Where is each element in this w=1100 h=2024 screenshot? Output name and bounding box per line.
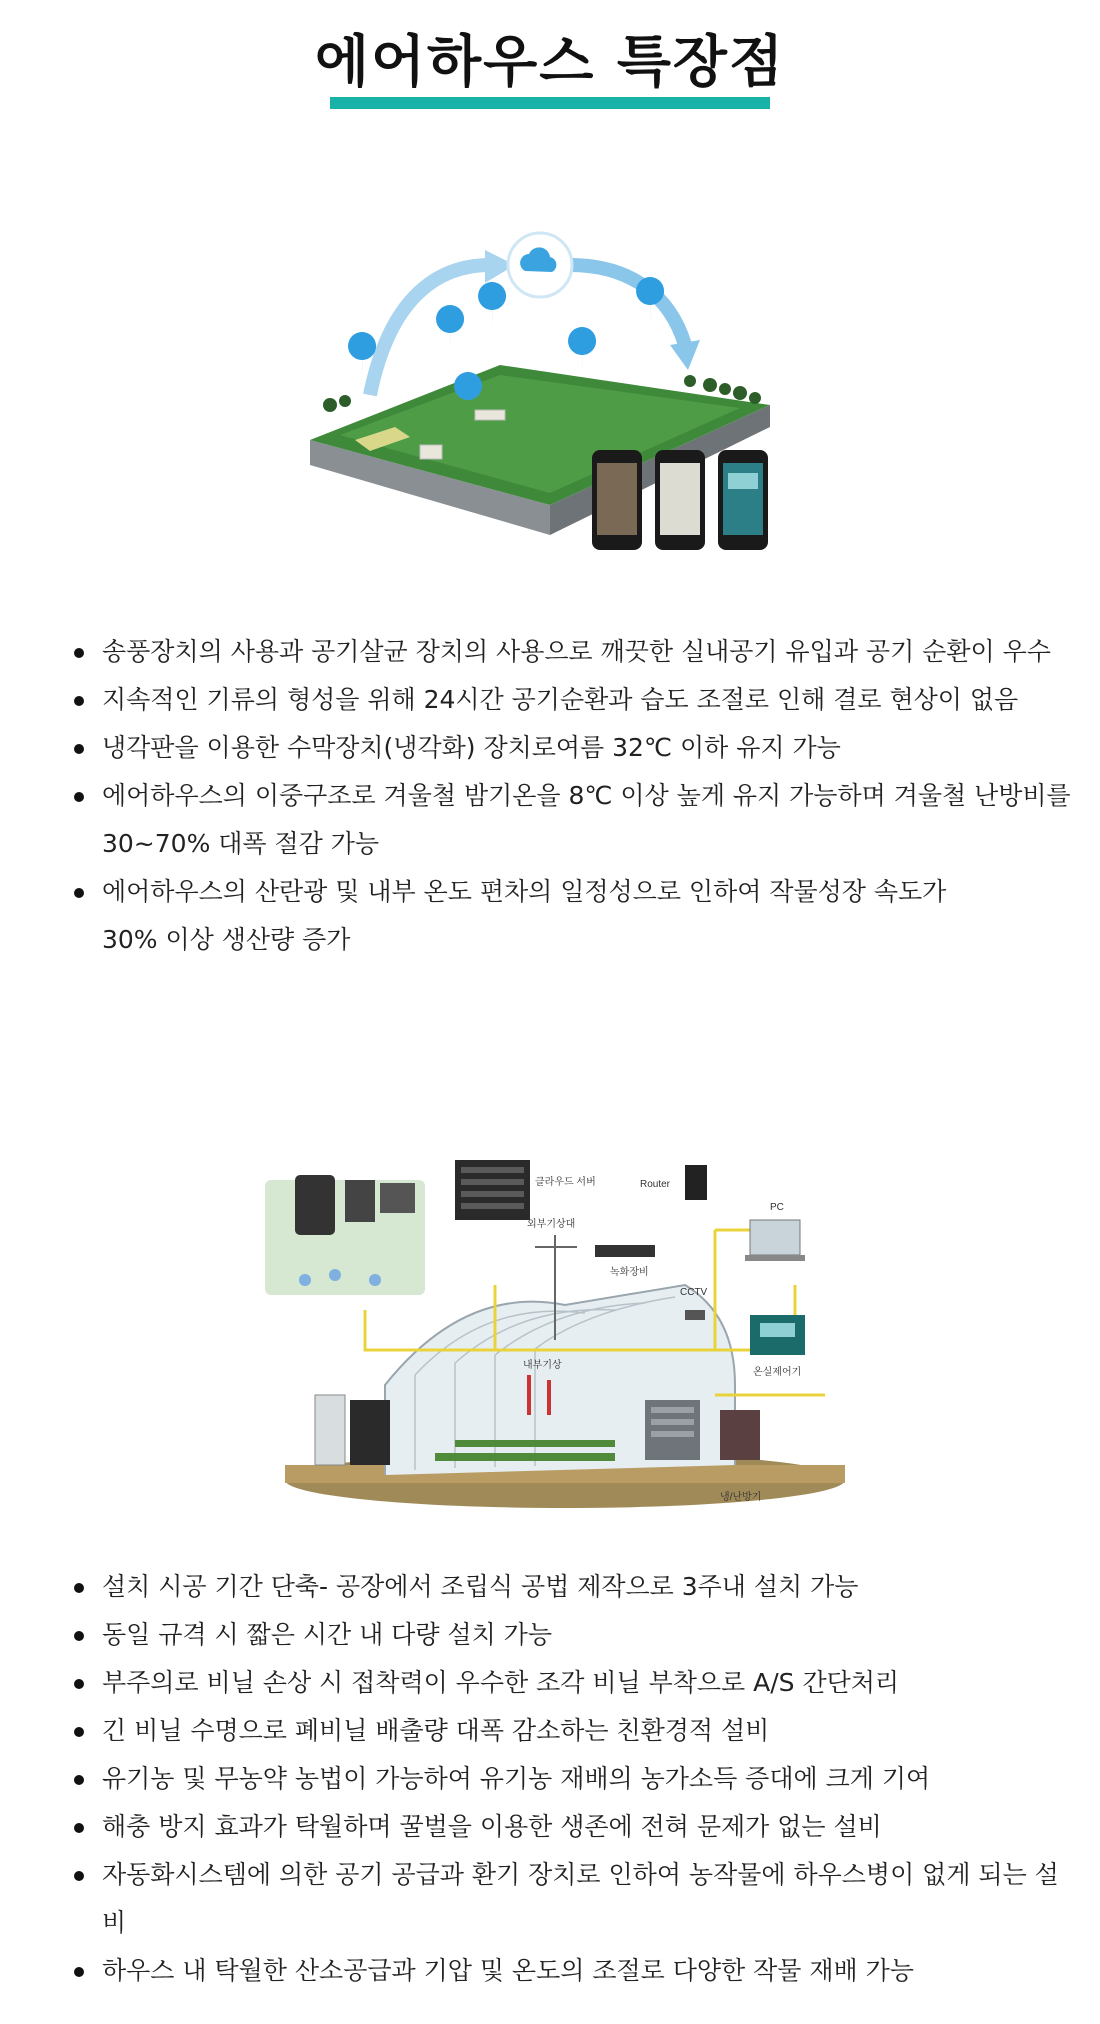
feature-list-2 — [0, 1563, 1100, 1995]
list-item — [0, 1755, 1100, 1803]
list-item — [0, 1947, 1100, 1995]
sensor-label: 내부기상 — [523, 1360, 562, 1371]
list-item — [0, 628, 1100, 676]
list-item-text: 에어하우스의 이중구조로 겨울철 밤기온을 8℃ 이상 높게 유지 가능하며 겨울철 난방비를 — [102, 781, 1071, 810]
list-item — [0, 1851, 1100, 1947]
list-item — [0, 1563, 1100, 1611]
list-item-text-continued: 30% 이상 생산량 증가 — [102, 925, 351, 954]
control-label: 온실제어기 — [753, 1367, 802, 1378]
list-item-text: 긴 비닐 수명으로 폐비닐 배출량 대폭 감소하는 친환경적 설비 — [102, 1716, 770, 1745]
list-item — [0, 1803, 1100, 1851]
list-item-text: 에어하우스의 산란광 및 내부 온도 편차의 일정성으로 인하여 작물성장 속도가 — [102, 877, 947, 906]
list-item-text: 송풍장치의 사용과 공기살균 장치의 사용으로 깨끗한 실내공기 유입과 공기 순환이 우수 — [102, 637, 1051, 666]
list-item — [0, 1707, 1100, 1755]
list-item-text: 냉각판을 이용한 수막장치(냉각화) 장치로여름 32℃ 이하 유지 가능 — [102, 733, 841, 762]
list-item-text-continued: 30~70% 대폭 절감 가능 — [102, 829, 380, 858]
list-item-text: 자동화시스템에 의한 공기 공급과 환기 장치로 인하여 농작물에 하우스병이 없게 되는 설비 — [102, 1860, 1059, 1937]
list-item — [0, 772, 1100, 868]
feature-list-1 — [0, 628, 1100, 964]
list-item — [0, 1611, 1100, 1659]
smart-farm-iot-icon — [300, 205, 790, 575]
list-item-text: 지속적인 기류의 형성을 위해 24시간 공기순환과 습도 조절로 인해 결로 현상이 없음 — [102, 685, 1019, 714]
list-item-text: 설치 시공 기간 단축- 공장에서 조립식 공법 제작으로 3주내 설치 가능 — [102, 1572, 859, 1601]
cloud-server-label: 클라우드 서버 — [535, 1177, 596, 1188]
list-item — [0, 676, 1100, 724]
list-item — [0, 724, 1100, 772]
list-item-text: 부주의로 비닐 손상 시 접착력이 우수한 조각 비닐 부착으로 A/S 간단처리 — [102, 1668, 900, 1697]
list-item-text: 유기농 및 무농약 농법이 가능하여 유기농 재배의 농가소득 증대에 크게 기여 — [102, 1764, 931, 1793]
list-item-text: 해충 방지 효과가 탁월하며 꿀벌을 이용한 생존에 전혀 문제가 없는 설비 — [102, 1812, 882, 1841]
list-item-text: 하우스 내 탁월한 산소공급과 기압 및 온도의 조절로 다양한 작물 재배 가능 — [102, 1956, 914, 1985]
list-item — [0, 868, 1100, 964]
list-item — [0, 1659, 1100, 1707]
pc-label: PC — [770, 1202, 784, 1213]
greenhouse-system-illustration — [265, 1135, 845, 1515]
title-underline — [330, 97, 770, 109]
recorder-label: 녹화장비 — [610, 1267, 649, 1278]
cctv-label: CCTV — [680, 1287, 708, 1298]
page-title: 에어하우스 특장점 — [314, 30, 786, 95]
weather-label: 외부기상대 — [527, 1219, 576, 1230]
greenhouse-system-icon — [265, 1135, 845, 1515]
router-label: Router — [640, 1179, 671, 1190]
smart-farm-illustration — [300, 205, 790, 575]
list-item-text: 동일 규격 시 짧은 시간 내 다량 설치 가능 — [102, 1620, 552, 1649]
heater-label: 냉/난방기 — [720, 1492, 762, 1503]
